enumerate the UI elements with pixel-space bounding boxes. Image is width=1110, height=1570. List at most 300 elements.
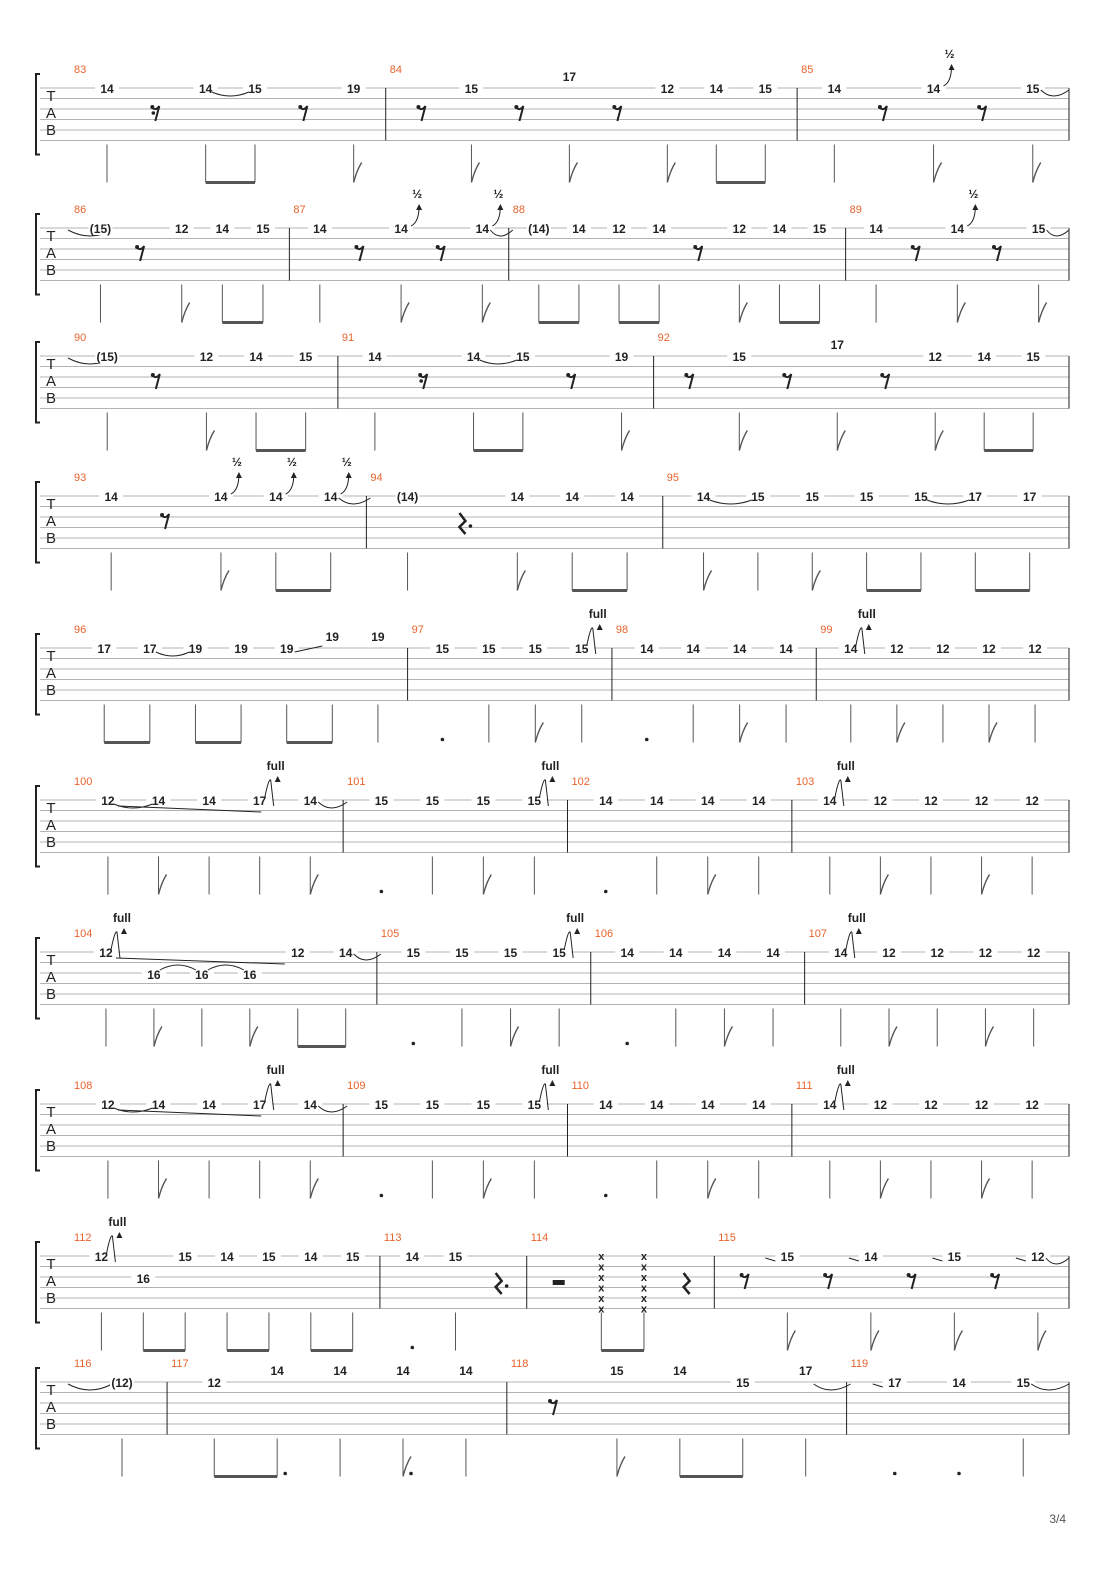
fret-number: 14 (772, 222, 787, 236)
tab-system (36, 911, 1069, 1047)
tab-clef-letter: B (45, 1416, 57, 1433)
fret-number: 15 (736, 1376, 750, 1390)
fret-number: 14 (394, 222, 408, 236)
bend-label: ½ (944, 47, 955, 61)
note-flag (812, 571, 820, 591)
measure-number: 117 (171, 1358, 189, 1370)
fret-number: 15 (178, 1250, 192, 1264)
measure (343, 759, 559, 895)
fret-number: 12 (207, 1376, 221, 1390)
fret-number: 14 (396, 1364, 410, 1378)
measure (377, 911, 584, 1047)
slide-in-line (1016, 1258, 1026, 1261)
fret-number: 14 (572, 222, 586, 236)
fret-number: 15 (812, 222, 827, 236)
rest-dot-head (151, 373, 155, 377)
rest-dot-head (135, 245, 139, 249)
dead-note-x: x (640, 1303, 648, 1316)
note-flag (535, 723, 543, 743)
measure-number: 93 (74, 472, 87, 484)
measure-number: 94 (370, 472, 383, 484)
measure (74, 1063, 347, 1199)
system-bracket (36, 938, 40, 1019)
slur-arc (927, 500, 969, 504)
bend-label: full (266, 1063, 285, 1077)
fret-number: 15 (732, 350, 746, 364)
bend-label: full (108, 1215, 127, 1229)
rest-dot-head (612, 105, 616, 109)
rest-dot-head (150, 105, 154, 109)
fret-number: 15 (425, 794, 440, 808)
measure-number: 104 (74, 928, 93, 940)
measure (74, 911, 381, 1047)
fret-number: 17 (143, 642, 157, 656)
duration-dot (604, 1194, 608, 1198)
fret-number: 12 (1025, 1098, 1039, 1112)
bend-arrow-icon (574, 928, 580, 934)
fret-number: (15) (89, 222, 112, 236)
measure (68, 1358, 134, 1477)
fret-number: 14 (620, 946, 634, 960)
fret-number: 14 (717, 946, 732, 960)
tab-system (36, 187, 1069, 323)
note-flag (154, 1027, 162, 1047)
fret-number: 12 (175, 222, 189, 236)
note-flag (787, 1331, 795, 1351)
measure (797, 47, 1069, 183)
fret-number: 19 (280, 642, 294, 656)
bend-label: full (836, 759, 855, 773)
measure (527, 1232, 690, 1351)
fret-number: 15 (455, 946, 469, 960)
fret-number: 14 (303, 794, 317, 808)
duration-dot (283, 1472, 287, 1476)
rest-dot-head (992, 245, 996, 249)
note-flag (880, 875, 888, 895)
measure (68, 332, 318, 451)
fret-number: 17 (799, 1364, 813, 1378)
tab-system (36, 1063, 1069, 1199)
fret-number: 14 (405, 1250, 419, 1264)
fret-number: 14 (202, 1098, 216, 1112)
fret-number: 17 (252, 1098, 267, 1112)
bend-arrow-icon (845, 776, 851, 782)
tab-clef-letter: B (45, 1290, 57, 1307)
measure (289, 187, 512, 323)
tab-system (36, 332, 1069, 451)
fret-number: 14 (673, 1364, 687, 1378)
measure (74, 64, 366, 183)
fret-number: 14 (844, 642, 858, 656)
tie-out-arc (339, 498, 371, 504)
fret-number: 12 (199, 350, 214, 364)
fret-number: 15 (448, 1250, 463, 1264)
fret-number: 15 (476, 1098, 491, 1112)
dead-note-x: x (640, 1251, 648, 1263)
note-flag (354, 163, 362, 183)
fret-number: 14 (198, 82, 213, 96)
fret-number: 15 (610, 1364, 624, 1378)
bend-arrow-icon (549, 776, 555, 782)
fret-number: 14 (669, 946, 683, 960)
measure (612, 624, 798, 743)
fret-number: 17 (97, 642, 111, 656)
rest-dot-head (880, 373, 884, 377)
bend-label: full (266, 759, 285, 773)
fret-number: 15 (1026, 82, 1040, 96)
note-flag (871, 1331, 879, 1351)
note-flag (889, 1027, 897, 1047)
quarter-rest (496, 1273, 502, 1294)
rest-dot-head (990, 1273, 994, 1277)
note-flag (739, 431, 747, 451)
rest-dot-head (419, 379, 423, 383)
fret-number: 15 (464, 82, 479, 96)
tab-clef-letter: B (45, 122, 57, 139)
bend-label: full (857, 607, 876, 621)
bend-arrow-icon (416, 204, 422, 210)
fret-number: 12 (612, 222, 626, 236)
measure-number: 113 (383, 1232, 402, 1244)
fret-number: 14 (696, 490, 711, 504)
measure-number: 101 (347, 776, 366, 788)
duration-dot (893, 1472, 897, 1476)
fret-number: 14 (977, 350, 991, 364)
fret-number: 12 (936, 642, 950, 656)
measure (805, 911, 1046, 1047)
fret-number: 14 (640, 642, 654, 656)
fret-number: 14 (313, 222, 327, 236)
measure (408, 607, 607, 743)
fret-number: 15 (859, 490, 874, 504)
fret-number: 19 (188, 642, 203, 656)
fret-number: 15 (528, 642, 542, 656)
measure (663, 472, 1042, 591)
fret-number: 14 (823, 794, 837, 808)
rest-dot-head (684, 373, 688, 377)
fret-number: 17 (1022, 490, 1037, 504)
measure-number: 83 (74, 64, 87, 76)
note-flag (483, 1179, 491, 1199)
duration-dot (625, 1042, 629, 1046)
fret-number: 19 (614, 350, 629, 364)
bend-label: full (847, 911, 866, 925)
fret-number: 12 (890, 642, 904, 656)
tab-clef-letter: A (45, 1399, 57, 1416)
fret-number: 17 (888, 1376, 902, 1390)
fret-number: 12 (873, 794, 888, 808)
fret-number: 14 (752, 1098, 766, 1112)
fret-number: 14 (215, 222, 230, 236)
rest-dot-head (823, 1273, 827, 1277)
system-bracket (36, 482, 40, 563)
fret-number: 12 (1025, 794, 1039, 808)
bend-label: ½ (493, 187, 504, 201)
measure (74, 624, 390, 743)
rest-dot-head (878, 105, 882, 109)
bend-label: ½ (231, 455, 242, 469)
measure-number: 110 (571, 1080, 590, 1092)
bend-label: full (541, 1063, 560, 1077)
bend-arrow-icon (972, 204, 978, 210)
bend-arrow-icon (549, 1080, 555, 1086)
fret-number: 14 (202, 794, 216, 808)
fret-number: 14 (869, 222, 883, 236)
bend-arrow-icon (866, 624, 872, 630)
fret-number: 14 (686, 642, 700, 656)
fret-number: 15 (527, 1098, 542, 1112)
measure (509, 204, 832, 323)
fret-number: 15 (482, 642, 496, 656)
fret-number: 15 (298, 350, 313, 364)
note-flag (667, 163, 675, 183)
bend-label: full (566, 911, 585, 925)
measure-number: 87 (293, 204, 306, 216)
fret-number: 14 (952, 1376, 966, 1390)
fret-number: 14 (827, 82, 842, 96)
fret-number: 17 (252, 794, 267, 808)
fret-number: 15 (256, 222, 270, 236)
rest-dot-head (514, 105, 518, 109)
duration-dot (412, 1042, 416, 1046)
bend-label: full (112, 911, 131, 925)
fret-number: 14 (752, 794, 766, 808)
measure (386, 64, 778, 183)
note-flag (739, 303, 747, 323)
fret-number: 14 (324, 490, 338, 504)
tab-clef-letter: A (45, 1121, 57, 1138)
bend-arrow-icon (291, 472, 297, 478)
fret-number: 15 (516, 350, 530, 364)
fret-number: 14 (701, 1098, 715, 1112)
fret-number: 17 (968, 490, 982, 504)
duration-dot (409, 1472, 413, 1476)
measure-number: 118 (510, 1358, 529, 1370)
fret-number: (14) (528, 222, 550, 236)
rest-dot-head (548, 1399, 552, 1403)
note-flag (708, 875, 716, 895)
measure (74, 455, 370, 591)
fret-number: 14 (333, 1364, 347, 1378)
fret-number: 12 (974, 794, 989, 808)
dead-note-x: x (598, 1272, 605, 1284)
fret-number: 15 (248, 82, 262, 96)
bend-arrow-icon (597, 624, 603, 630)
bend-label: ½ (286, 455, 297, 469)
note-flag (982, 875, 990, 895)
note-flag (740, 723, 748, 743)
fret-number: 14 (950, 222, 965, 236)
rest-dot-head (354, 245, 358, 249)
bend-arrow-icon (275, 776, 281, 782)
note-flag (880, 1179, 888, 1199)
tab-clef-letter: T (46, 1256, 56, 1273)
fret-number: 19 (325, 630, 339, 644)
bend-label: ½ (968, 187, 979, 201)
note-flag (159, 875, 167, 895)
measure (343, 1063, 559, 1199)
note-flag (182, 303, 190, 323)
tab-clef-letter: T (46, 952, 56, 969)
slide-in-line (873, 1384, 883, 1387)
note-flag (1039, 303, 1047, 323)
fret-number: 15 (575, 642, 589, 656)
bend-label: full (541, 759, 560, 773)
fret-number: 15 (374, 1098, 389, 1112)
tab-system (36, 759, 1069, 895)
fret-number: 15 (476, 794, 491, 808)
slur-arc (710, 500, 752, 504)
note-flag (837, 431, 845, 451)
measure-number: 95 (666, 472, 680, 484)
system-bracket (36, 214, 40, 295)
bend-arrow-icon (116, 1232, 122, 1238)
measure-number: 88 (512, 204, 525, 216)
fret-number: 12 (974, 1098, 989, 1112)
note-flag (310, 1179, 318, 1199)
system-bracket (36, 1242, 40, 1323)
measure-number: 98 (615, 624, 629, 636)
fret-number: 12 (732, 222, 747, 236)
quarter-rest (459, 513, 465, 534)
measure-number: 100 (74, 776, 93, 788)
tab-clef-letter: A (45, 1273, 57, 1290)
fret-number: 15 (914, 490, 928, 504)
fret-number: (12) (111, 1376, 133, 1390)
note-flag (704, 571, 712, 591)
slide-in-line (849, 1258, 859, 1261)
note-flag (934, 163, 942, 183)
duration-dot (380, 890, 384, 894)
bend-hold-line (118, 806, 261, 812)
rest-dot-head (418, 373, 422, 377)
fret-number: 14 (270, 1364, 284, 1378)
fret-number: 14 (303, 1098, 317, 1112)
bend-label: ½ (341, 455, 352, 469)
measure-number: 106 (594, 928, 614, 940)
fret-number: 14 (650, 794, 664, 808)
fret-number: 14 (249, 350, 263, 364)
tab-clef-letter: B (45, 530, 57, 547)
dead-note-x: x (598, 1261, 605, 1274)
measure-number: 119 (850, 1358, 869, 1370)
note-flag (482, 303, 490, 323)
tab-clef-letter: T (46, 648, 56, 665)
bend-arrow-icon (949, 64, 955, 70)
fret-number: 17 (562, 70, 577, 84)
tab-clef-letter: T (46, 496, 56, 513)
tab-clef-letter: T (46, 800, 56, 817)
fret-number: 12 (930, 946, 944, 960)
bend-label: full (836, 1063, 855, 1077)
bend-arrow-icon (346, 472, 352, 478)
fret-number: 14 (834, 946, 848, 960)
fret-number: 12 (978, 946, 993, 960)
rest-dot (505, 1284, 509, 1288)
fret-number: 14 (220, 1250, 234, 1264)
tab-clef-letter: A (45, 105, 57, 122)
measure-number: 105 (380, 928, 400, 940)
measure (568, 776, 771, 895)
dead-note-x: x (598, 1303, 605, 1316)
measure-number: 112 (74, 1232, 92, 1244)
measure (507, 1358, 851, 1477)
fret-number: 15 (374, 794, 389, 808)
system-bracket (36, 1090, 40, 1171)
fret-number: 12 (101, 794, 115, 808)
fret-number: 15 (527, 794, 542, 808)
note-flag (569, 163, 577, 183)
system-bracket (36, 786, 40, 867)
rest-dot-head (152, 111, 156, 115)
measure (816, 607, 1047, 743)
fret-number: 14 (620, 490, 634, 504)
fret-number: 12 (101, 1098, 115, 1112)
dead-note-x: x (640, 1293, 648, 1305)
fret-number: 15 (780, 1250, 795, 1264)
note-flag (982, 1179, 990, 1199)
fret-number: 12 (291, 946, 305, 960)
rest-dot-head (416, 105, 420, 109)
tab-clef-letter: T (46, 88, 56, 105)
tab-clef-letter: T (46, 1104, 56, 1121)
slide-line (295, 646, 323, 652)
fret-number: 12 (1028, 642, 1042, 656)
half-rest (553, 1280, 565, 1285)
rest-dot-head (977, 105, 981, 109)
tab-clef-letter: A (45, 665, 57, 682)
tab-clef-letter: B (45, 986, 57, 1003)
quarter-rest (684, 1273, 690, 1294)
note-flag (250, 1027, 258, 1047)
fret-number: 15 (552, 946, 566, 960)
measure-number: 85 (801, 64, 814, 76)
note-flag (954, 1331, 962, 1351)
measure-number: 107 (808, 928, 827, 940)
measure-number: 86 (74, 204, 87, 216)
bend-hold-line (118, 1110, 261, 1116)
fret-number: 12 (660, 82, 675, 96)
fret-number: 14 (510, 490, 524, 504)
fret-number: 15 (805, 490, 819, 504)
measure-number: 92 (657, 332, 670, 344)
duration-dot (441, 738, 445, 742)
tab-clef-letter: B (45, 262, 57, 279)
note-flag (724, 1027, 732, 1047)
fret-number: (14) (396, 490, 419, 504)
measure-number: 102 (571, 776, 590, 788)
tie-in-arc (68, 1384, 112, 1390)
fret-number: 15 (758, 82, 772, 96)
note-flag (511, 1027, 519, 1047)
rest-dot-head (298, 105, 302, 109)
note-flag (159, 1179, 167, 1199)
measure (366, 472, 639, 591)
fret-number: 15 (425, 1098, 440, 1112)
measure (68, 204, 275, 323)
tab-clef-letter: A (45, 245, 57, 262)
note-flag (483, 875, 491, 895)
bend-label: full (588, 607, 607, 621)
system-bracket (36, 1368, 40, 1449)
note-flag (221, 571, 229, 591)
fret-number: 14 (732, 642, 747, 656)
measure (847, 1358, 1069, 1477)
tab-clef-letter: B (45, 1138, 57, 1155)
fret-number: 14 (151, 794, 166, 808)
note-flag (1038, 1331, 1046, 1351)
duration-dot (645, 738, 649, 742)
